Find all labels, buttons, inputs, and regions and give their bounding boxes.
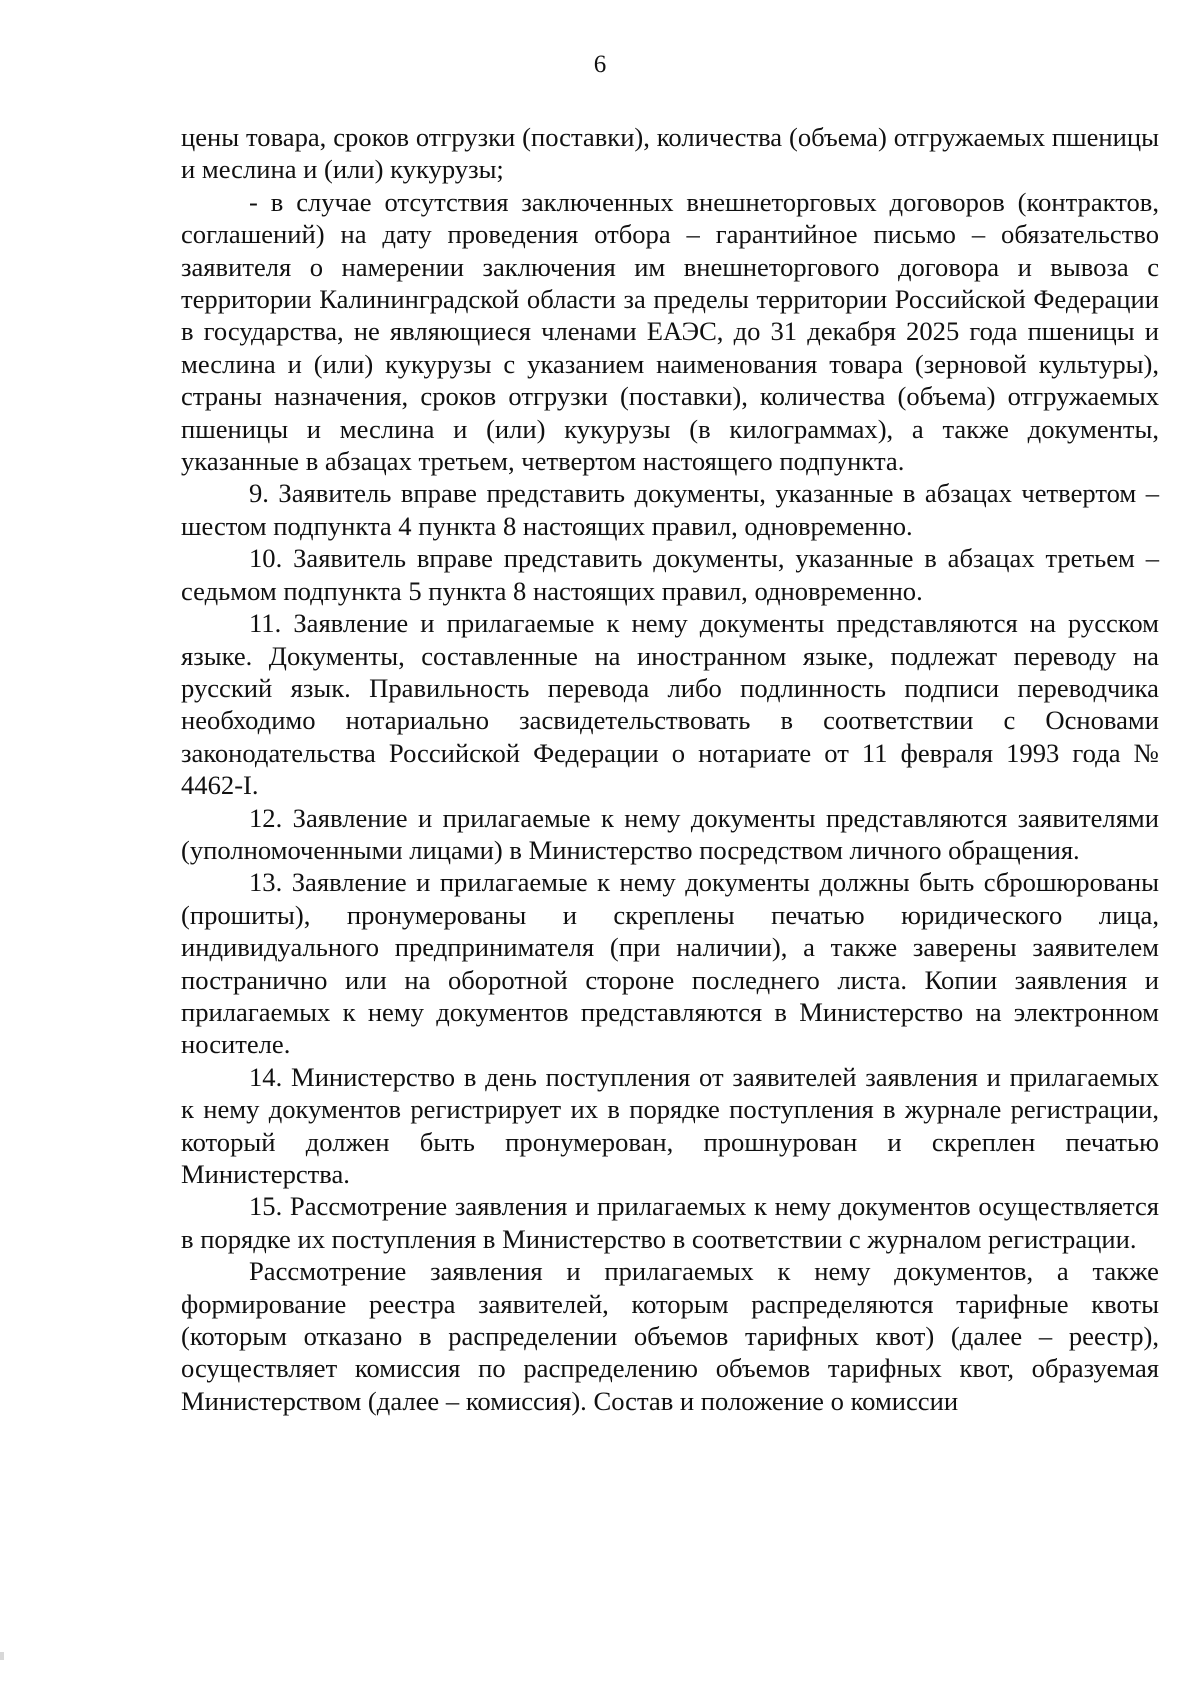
paragraph-item-15: 15. Рассмотрение заявления и прилагаемых к нему документов осуществляется в порядке их поступления в Министерство в соответствии с журналом регистрации. <box>181 1191 1159 1254</box>
paragraph-item-10: 10. Заявитель вправе представить документы, указанные в абзацах третьем – седьмом подпункта 5 пункта 8 настоящих правил, одновременно. <box>181 543 1159 606</box>
page-number: 6 <box>593 51 607 78</box>
paragraph-price-continuation: цены товара, сроков отгрузки (поставки), количества (объема) отгружаемых пшеницы и меслина и (или) кукурузы; <box>181 122 1159 185</box>
paragraph-item-11: 11. Заявление и прилагаемые к нему документы представляются на русском языке. Документы, составленные на иностранном языке, подлежат переводу на русский язык. Правильность перевода либо подлинность подписи переводчика необходимо нотариально засвидетельствовать в соответствии с Основами законодательства Российской Федерации о нотариате от 11 февраля 1993 года № 4462-I. <box>181 608 1159 801</box>
paragraph-item-12: 12. Заявление и прилагаемые к нему документы представляются заявителями (уполномоченными лицами) в Министерство посредством личного обращения. <box>181 802 1159 865</box>
paragraph-item-14: 14. Министерство в день поступления от заявителей заявления и прилагаемых к нему документов регистрирует их в порядке поступления в журнале регистрации, который должен быть пронумерован, прошнурован и скреплен печатью Министерства. <box>181 1061 1159 1189</box>
paragraph-item-9: 9. Заявитель вправе представить документы, указанные в абзацах четвертом – шестом подпункта 4 пункта 8 настоящих правил, одновременно. <box>181 478 1159 541</box>
paragraph-item-13: 13. Заявление и прилагаемые к нему документы должны быть сброшюрованы (прошиты), пронумерованы и скреплены печатью юридического лица, индивидуального предпринимателя (при наличии), а также заверены заявителем постранично или на оборотной стороне последнего листа. Копии заявления и прилагаемых к нему документов представляются в Министерство на электронном носителе. <box>181 867 1159 1060</box>
paragraph-commission: Рассмотрение заявления и прилагаемых к нему документов, а также формирование реестра заявителей, которым распределяются тарифные квоты (которым отказано в распределении объемов тарифных квот) (далее – реестр), осуществляет комиссия по распределению объемов тарифных квот, образуемая Министерством (далее – комиссия). Состав и положение о комиссии <box>181 1256 1159 1416</box>
scan-edge-mark <box>0 1652 4 1660</box>
document-body <box>181 121 1159 1417</box>
paragraph-guarantee-letter: - в случае отсутствия заключенных внешнеторговых договоров (контрактов, соглашений) на дату проведения отбора – гарантийное письмо – обязательство заявителя о намерении заключения им внешнеторгового договора и вывоза с территории Калининградской области за пределы территории Российской Федерации в государства, не являющиеся членами ЕАЭС, до 31 декабря 2025 года пшеницы и меслина и (или) кукурузы с указанием наименования товара (зерновой культуры), страны назначения, сроков отгрузки (поставки), количества (объема) отгружаемых пшеницы и меслина и (или) кукурузы (в килограммах), а также документы, указанные в абзацах третьем, четвертом настоящего подпункта. <box>181 186 1159 477</box>
